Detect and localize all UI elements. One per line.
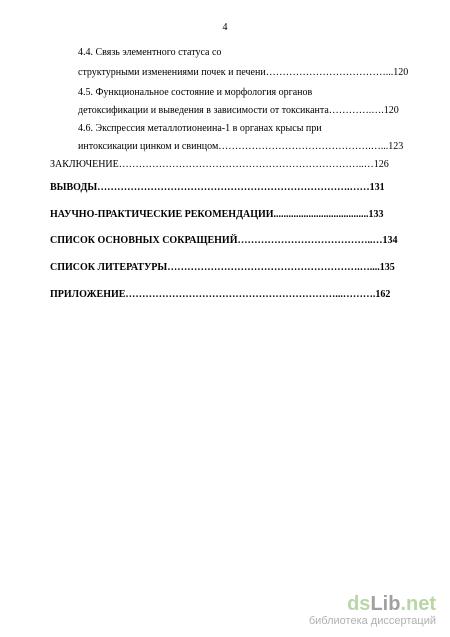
logo-net: .net: [400, 593, 436, 615]
toc-entry-appendix: ПРИЛОЖЕНИЕ………………………………………………………...……….162: [50, 289, 391, 300]
toc-entry-4-6-title: 4.6. Экспрессия металлотионеина-1 в органах крысы при: [78, 123, 322, 134]
toc-entry-conclusion: ЗАКЛЮЧЕНИЕ………………………………………………………………..…126: [50, 159, 389, 170]
dslib-watermark: [309, 594, 436, 628]
toc-entry-references: СПИСОК ЛИТЕРАТУРЫ………………………………………………….…....135: [50, 262, 395, 273]
logo-lib: Lib: [370, 593, 401, 615]
toc-entry-findings: ВЫВОДЫ………………………………………………………………….……131: [50, 182, 385, 193]
toc-entry-4-5-continuation: детоксификации и выведения в зависимости от токсиканта………….….120: [78, 105, 399, 116]
watermark-subtitle: библиотека диссертаций: [308, 615, 436, 627]
toc-entry-abbreviations: СПИСОК ОСНОВНЫХ СОКРАЩЕНИЙ…………………………………..…134: [50, 235, 398, 246]
toc-entry-4-4-continuation: структурными изменениями почек и печени………………………………...120: [78, 67, 408, 78]
toc-entry-4-5-title: 4.5. Функциональное состояние и морфология органов: [78, 87, 313, 98]
logo-ds: ds: [347, 593, 371, 615]
dslib-logo: [309, 594, 436, 614]
toc-entry-recommendations: НАУЧНО-ПРАКТИЧЕСКИЕ РЕКОМЕНДАЦИИ......................................133: [50, 209, 384, 220]
toc-entry-4-6-continuation: интоксикации цинком и свинцом……………………………………….…...123: [78, 141, 404, 152]
toc-entry-4-4-title: 4.4. Связь элементного статуса со: [78, 47, 222, 58]
page-number: 4: [222, 22, 228, 33]
